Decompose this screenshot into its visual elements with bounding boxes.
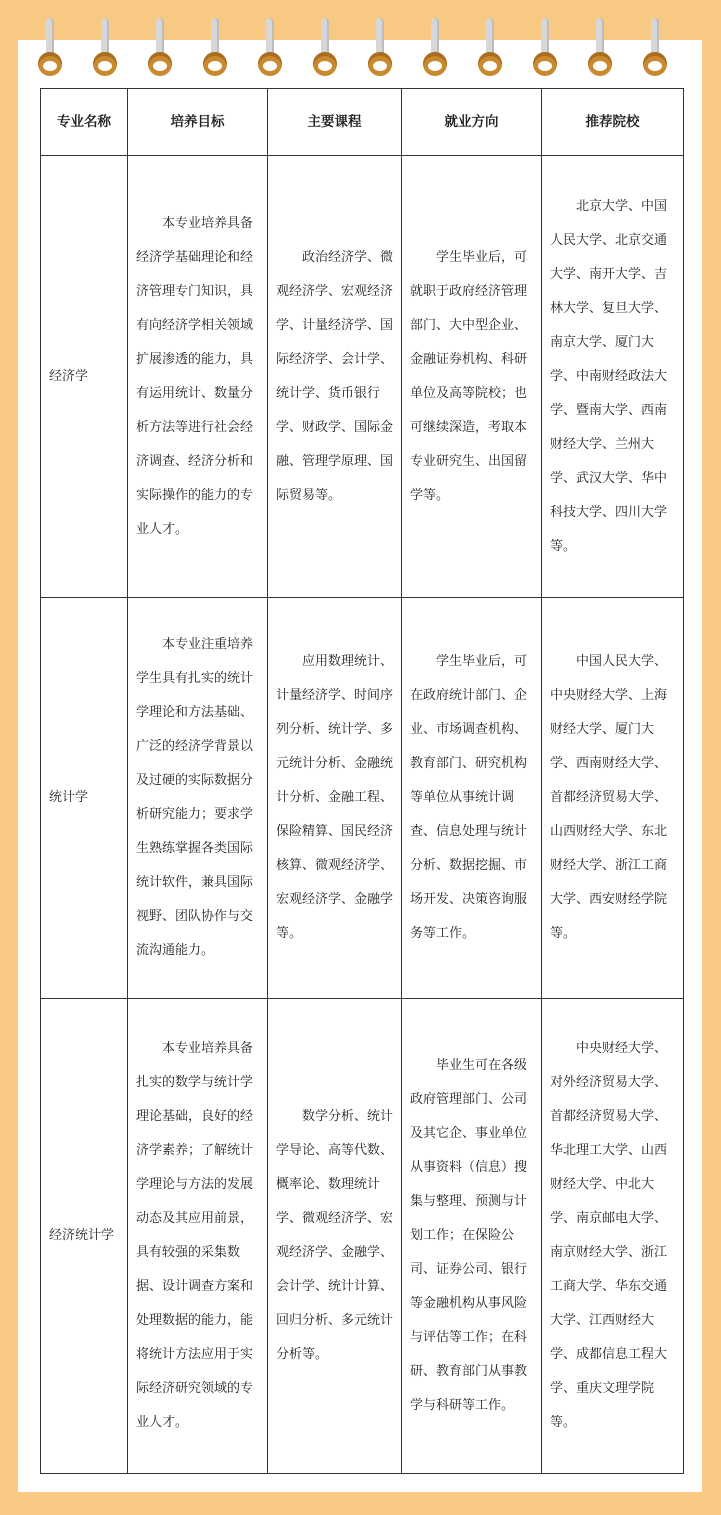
career-direction-cell bbox=[402, 156, 542, 598]
career-direction-cell bbox=[402, 999, 542, 1474]
binder-ring-icon bbox=[368, 18, 392, 78]
notebook-rings bbox=[0, 0, 721, 80]
recommended-schools-cell bbox=[542, 156, 684, 598]
career-direction-text: 学生毕业后，可在政府统计部门、企业、市场调查机构、教育部门、研究机构等单位从事统计调查、信息处理与统计分析、数据挖掘、市场开发、决策咨询服务等工作。 bbox=[410, 654, 528, 941]
main-courses-cell bbox=[268, 999, 402, 1474]
binder-ring-icon bbox=[38, 18, 62, 78]
major-comparison-table bbox=[40, 88, 684, 1474]
table-row bbox=[41, 999, 684, 1474]
training-goal-text: 本专业培养具备扎实的数学与统计学理论基础，良好的经济学素养；了解统计学理论与方法的发展动态及其应用前景，具有较强的采集数据、设计调查方案和处理数据的能力，能将统计方法应用于实际经济研究领域的专业人才。 bbox=[136, 1041, 254, 1430]
recommended-schools-text: 中央财经大学、对外经济贸易大学、首都经济贸易大学、华北理工大学、山西财经大学、中北大学、南京邮电大学、南京财经大学、浙江工商大学、华东交通大学、江西财经大学、成都信息工程大学、重庆文理学院等。 bbox=[550, 1041, 668, 1430]
header-recommended-schools: 推荐院校 bbox=[542, 89, 684, 156]
binder-ring-icon bbox=[643, 18, 667, 78]
recommended-schools-cell bbox=[542, 999, 684, 1474]
recommended-schools-text: 北京大学、中国人民大学、北京交通大学、南开大学、吉林大学、复旦大学、南京大学、厦门大学、中南财经政法大学、暨南大学、西南财经大学、兰州大学、武汉大学、华中科技大学、四川大学等。 bbox=[550, 198, 668, 554]
career-direction-cell bbox=[402, 598, 542, 999]
main-courses-cell bbox=[268, 156, 402, 598]
training-goal-cell bbox=[128, 598, 268, 999]
career-direction-text: 毕业生可在各级政府管理部门、公司及其它企、事业单位从事资料（信息）搜集与整理、预测与计划工作；在保险公司、证券公司、银行等金融机构从事风险与评估等工作；在科研、教育部门从事教学与科研等工作。 bbox=[410, 1058, 528, 1413]
recommended-schools-cell bbox=[542, 598, 684, 999]
main-courses-text: 应用数理统计、计量经济学、时间序列分析、统计学、多元统计分析、金融统计分析、金融工程、保险精算、国民经济核算、微观经济学、宏观经济学、金融学等。 bbox=[276, 654, 394, 941]
binder-ring-icon bbox=[313, 18, 337, 78]
training-goal-text: 本专业培养具备经济学基础理论和经济管理专门知识，具有向经济学相关领域扩展渗透的能力，具有运用统计、数量分析方法等进行社会经济调查、经济分析和实际操作的能力的专业人才。 bbox=[136, 215, 254, 537]
binder-ring-icon bbox=[148, 18, 172, 78]
table-header-row bbox=[41, 89, 684, 156]
career-direction-text: 学生毕业后，可就职于政府经济管理部门、大中型企业、金融证券机构、科研单位及高等院校；也可继续深造，考取本专业研究生、出国留学等。 bbox=[410, 249, 528, 503]
binder-ring-icon bbox=[93, 18, 117, 78]
header-training-goal: 培养目标 bbox=[128, 89, 268, 156]
table-row bbox=[41, 598, 684, 999]
binder-ring-icon bbox=[478, 18, 502, 78]
training-goal-cell bbox=[128, 156, 268, 598]
major-name-cell: 经济学 bbox=[41, 156, 128, 598]
binder-ring-icon bbox=[258, 18, 282, 78]
main-courses-text: 数学分析、统计学导论、高等代数、概率论、数理统计学、微观经济学、宏观经济学、金融学、会计学、统计计算、回归分析、多元统计分析等。 bbox=[276, 1109, 394, 1362]
binder-ring-icon bbox=[203, 18, 227, 78]
binder-ring-icon bbox=[588, 18, 612, 78]
header-major-name: 专业名称 bbox=[41, 89, 128, 156]
header-main-courses: 主要课程 bbox=[268, 89, 402, 156]
main-courses-cell bbox=[268, 598, 402, 999]
major-name-cell: 统计学 bbox=[41, 598, 128, 999]
major-name-cell: 经济统计学 bbox=[41, 999, 128, 1474]
header-career-direction: 就业方向 bbox=[402, 89, 542, 156]
binder-ring-icon bbox=[423, 18, 447, 78]
main-courses-text: 政治经济学、微观经济学、宏观经济学、计量经济学、国际经济学、会计学、统计学、货币银行学、财政学、国际金融、管理学原理、国际贸易等。 bbox=[276, 249, 394, 503]
table-row bbox=[41, 156, 684, 598]
recommended-schools-text: 中国人民大学、中央财经大学、上海财经大学、厦门大学、西南财经大学、首都经济贸易大学、山西财经大学、东北财经大学、浙江工商大学、西安财经学院等。 bbox=[550, 654, 668, 941]
binder-ring-icon bbox=[533, 18, 557, 78]
training-goal-cell bbox=[128, 999, 268, 1474]
training-goal-text: 本专业注重培养学生具有扎实的统计学理论和方法基础、广泛的经济学背景以及过硬的实际数据分析研究能力；要求学生熟练掌握各类国际统计软件，兼具国际视野、团队协作与交流沟通能力。 bbox=[136, 637, 254, 958]
